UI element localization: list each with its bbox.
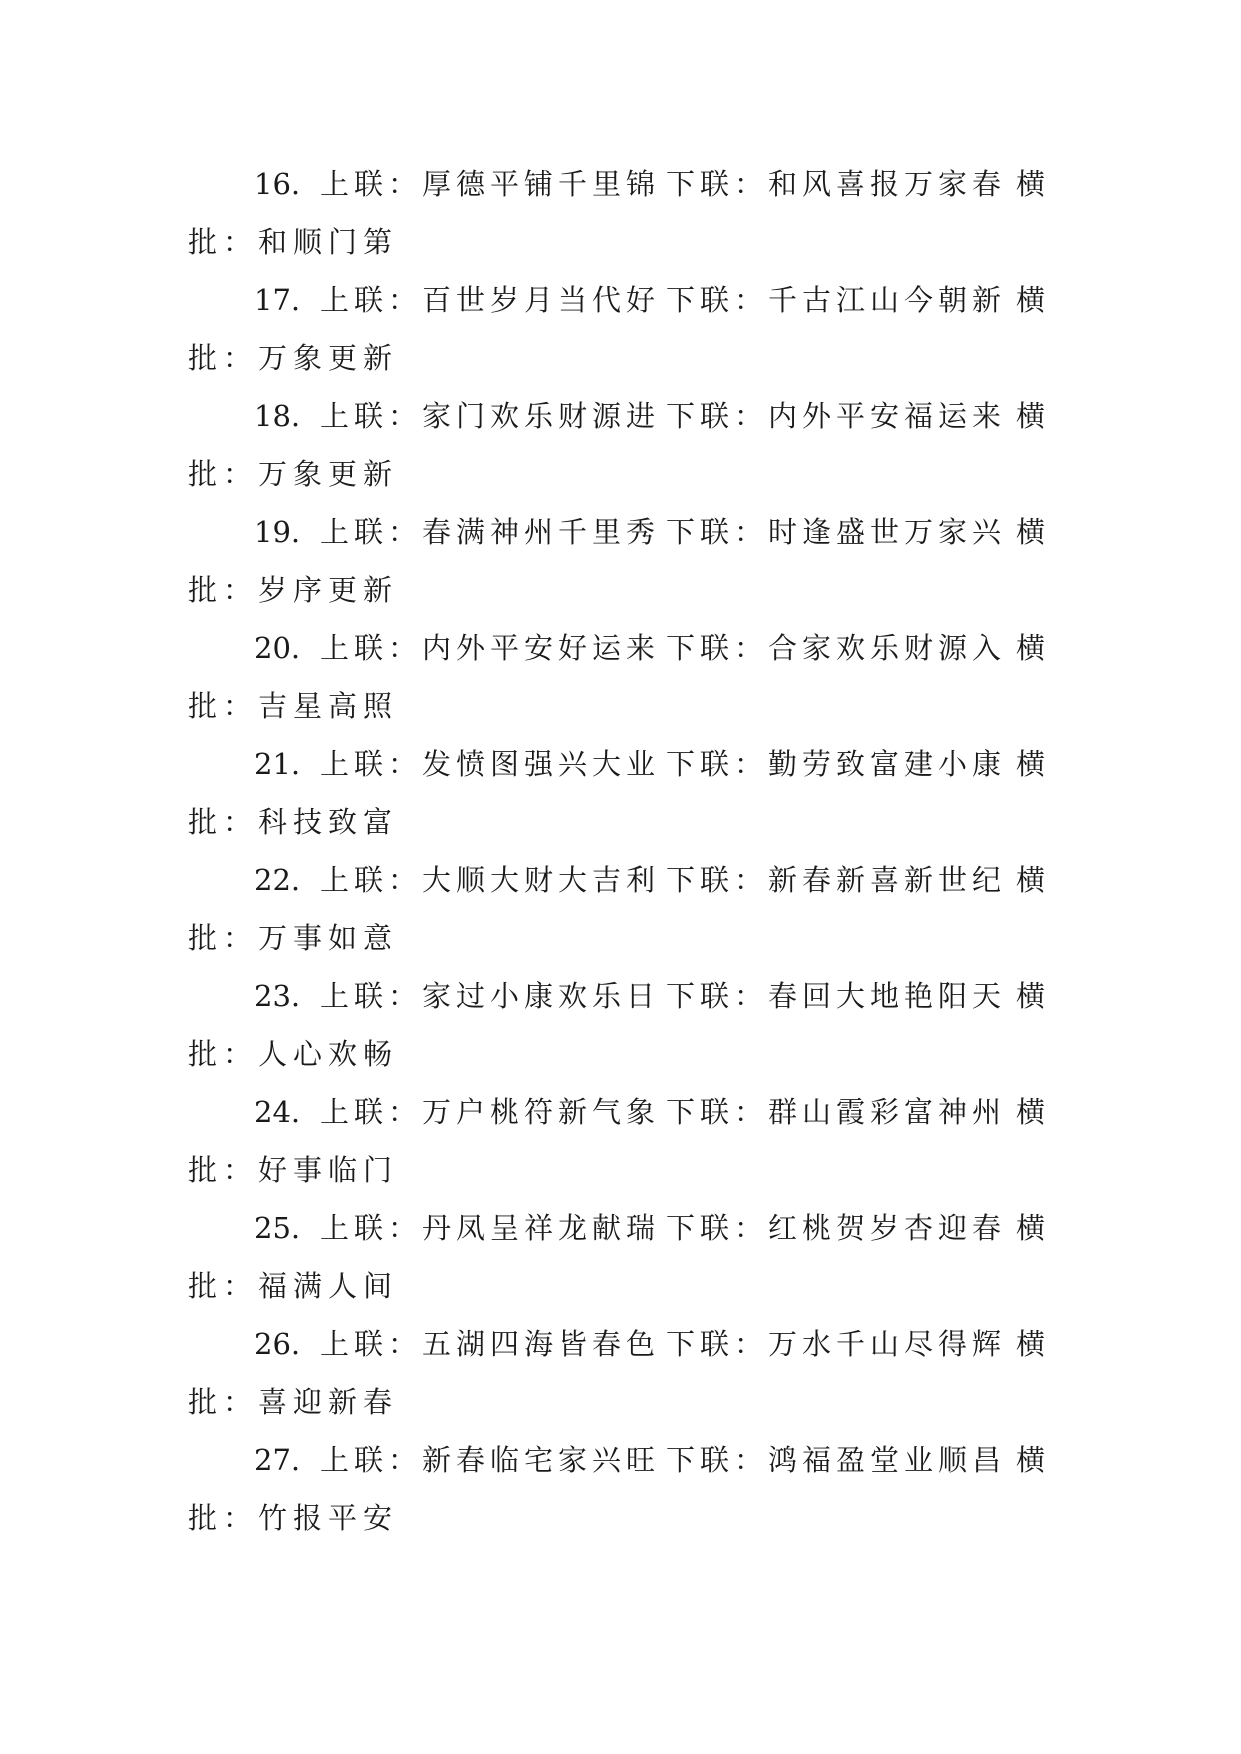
- lower-couplet: 下联：新春新喜新世纪: [666, 863, 1007, 897]
- horizontal-scroll-text: 批：和顺门第: [188, 225, 399, 259]
- couplet-number: 16.: [254, 167, 301, 201]
- lower-couplet: 下联：春回大地艳阳天: [666, 979, 1007, 1013]
- couplet-number: 20.: [254, 631, 301, 665]
- horizontal-scroll-text: 批：竹报平安: [188, 1501, 399, 1535]
- couplet-entry: [188, 851, 1048, 967]
- horizontal-scroll-text: 批：科技致富: [188, 805, 399, 839]
- upper-couplet: 上联：发愤图强兴大业: [320, 747, 661, 781]
- couplet-number: 18.: [254, 399, 301, 433]
- couplet-entry: [188, 735, 1048, 851]
- upper-couplet: 上联：新春临宅家兴旺: [320, 1443, 661, 1477]
- couplet-first-line: [188, 1199, 1048, 1257]
- horizontal-scroll-text: 批：万事如意: [188, 921, 399, 955]
- couplet-first-line: [188, 1431, 1048, 1489]
- couplet-number: 24.: [254, 1095, 301, 1129]
- couplet-entry: [188, 1431, 1048, 1547]
- horizontal-scroll-prefix: 横: [1016, 167, 1046, 201]
- couplet-entry: [188, 1315, 1048, 1431]
- couplet-first-line: [188, 387, 1048, 445]
- upper-couplet: 上联：百世岁月当代好: [320, 283, 661, 317]
- horizontal-scroll-text: 批：万象更新: [188, 341, 399, 375]
- couplet-list: [188, 155, 1048, 1547]
- lower-couplet: 下联：鸿福盈堂业顺昌: [666, 1443, 1007, 1477]
- horizontal-scroll-prefix: 横: [1016, 283, 1046, 317]
- couplet-entry: [188, 387, 1048, 503]
- couplet-entry: [188, 967, 1048, 1083]
- lower-couplet: 下联：和风喜报万家春: [666, 167, 1007, 201]
- lower-couplet: 下联：合家欢乐财源入: [666, 631, 1007, 665]
- couplet-entry: [188, 1199, 1048, 1315]
- upper-couplet: 上联：五湖四海皆春色: [320, 1327, 661, 1361]
- upper-couplet: 上联：大顺大财大吉利: [320, 863, 661, 897]
- lower-couplet: 下联：时逢盛世万家兴: [666, 515, 1007, 549]
- couplet-number: 27.: [254, 1443, 301, 1477]
- couplet-number: 17.: [254, 283, 301, 317]
- horizontal-scroll-text: 批：喜迎新春: [188, 1385, 399, 1419]
- couplet-number: 21.: [254, 747, 301, 781]
- couplet-entry: [188, 619, 1048, 735]
- horizontal-scroll-prefix: 横: [1016, 747, 1046, 781]
- horizontal-scroll-prefix: 横: [1016, 979, 1046, 1013]
- couplet-entry: [188, 1083, 1048, 1199]
- lower-couplet: 下联：千古江山今朝新: [666, 283, 1007, 317]
- upper-couplet: 上联：万户桃符新气象: [320, 1095, 661, 1129]
- couplet-first-line: [188, 851, 1048, 909]
- couplet-number: 26.: [254, 1327, 301, 1361]
- horizontal-scroll-prefix: 横: [1016, 515, 1046, 549]
- upper-couplet: 上联：丹凤呈祥龙献瑞: [320, 1211, 661, 1245]
- document-page: [188, 155, 1048, 1547]
- horizontal-scroll-text: 批：福满人间: [188, 1269, 399, 1303]
- horizontal-scroll-text: 批：好事临门: [188, 1153, 399, 1187]
- lower-couplet: 下联：红桃贺岁杏迎春: [666, 1211, 1007, 1245]
- lower-couplet: 下联：群山霞彩富神州: [666, 1095, 1007, 1129]
- couplet-number: 22.: [254, 863, 301, 897]
- couplet-number: 19.: [254, 515, 301, 549]
- horizontal-scroll-text: 批：吉星高照: [188, 689, 399, 723]
- horizontal-scroll-text: 批：万象更新: [188, 457, 399, 491]
- horizontal-scroll-prefix: 横: [1016, 1443, 1046, 1477]
- couplet-first-line: [188, 271, 1048, 329]
- couplet-first-line: [188, 1315, 1048, 1373]
- horizontal-scroll-prefix: 横: [1016, 399, 1046, 433]
- horizontal-scroll-prefix: 横: [1016, 631, 1046, 665]
- couplet-first-line: [188, 1083, 1048, 1141]
- horizontal-scroll-text: 批：岁序更新: [188, 573, 399, 607]
- couplet-number: 25.: [254, 1211, 301, 1245]
- couplet-first-line: [188, 619, 1048, 677]
- horizontal-scroll-text: 批：人心欢畅: [188, 1037, 399, 1071]
- upper-couplet: 上联：家过小康欢乐日: [320, 979, 661, 1013]
- lower-couplet: 下联：勤劳致富建小康: [666, 747, 1007, 781]
- upper-couplet: 上联：内外平安好运来: [320, 631, 661, 665]
- horizontal-scroll-prefix: 横: [1016, 863, 1046, 897]
- upper-couplet: 上联：家门欢乐财源进: [320, 399, 661, 433]
- couplet-first-line: [188, 967, 1048, 1025]
- lower-couplet: 下联：内外平安福运来: [666, 399, 1007, 433]
- horizontal-scroll-prefix: 横: [1016, 1095, 1046, 1129]
- couplet-first-line: [188, 155, 1048, 213]
- couplet-entry: [188, 503, 1048, 619]
- upper-couplet: 上联：春满神州千里秀: [320, 515, 661, 549]
- couplet-entry: [188, 271, 1048, 387]
- horizontal-scroll-prefix: 横: [1016, 1327, 1046, 1361]
- lower-couplet: 下联：万水千山尽得辉: [666, 1327, 1007, 1361]
- horizontal-scroll-prefix: 横: [1016, 1211, 1046, 1245]
- couplet-entry: [188, 155, 1048, 271]
- couplet-number: 23.: [254, 979, 301, 1013]
- couplet-first-line: [188, 735, 1048, 793]
- couplet-first-line: [188, 503, 1048, 561]
- upper-couplet: 上联：厚德平铺千里锦: [320, 167, 661, 201]
